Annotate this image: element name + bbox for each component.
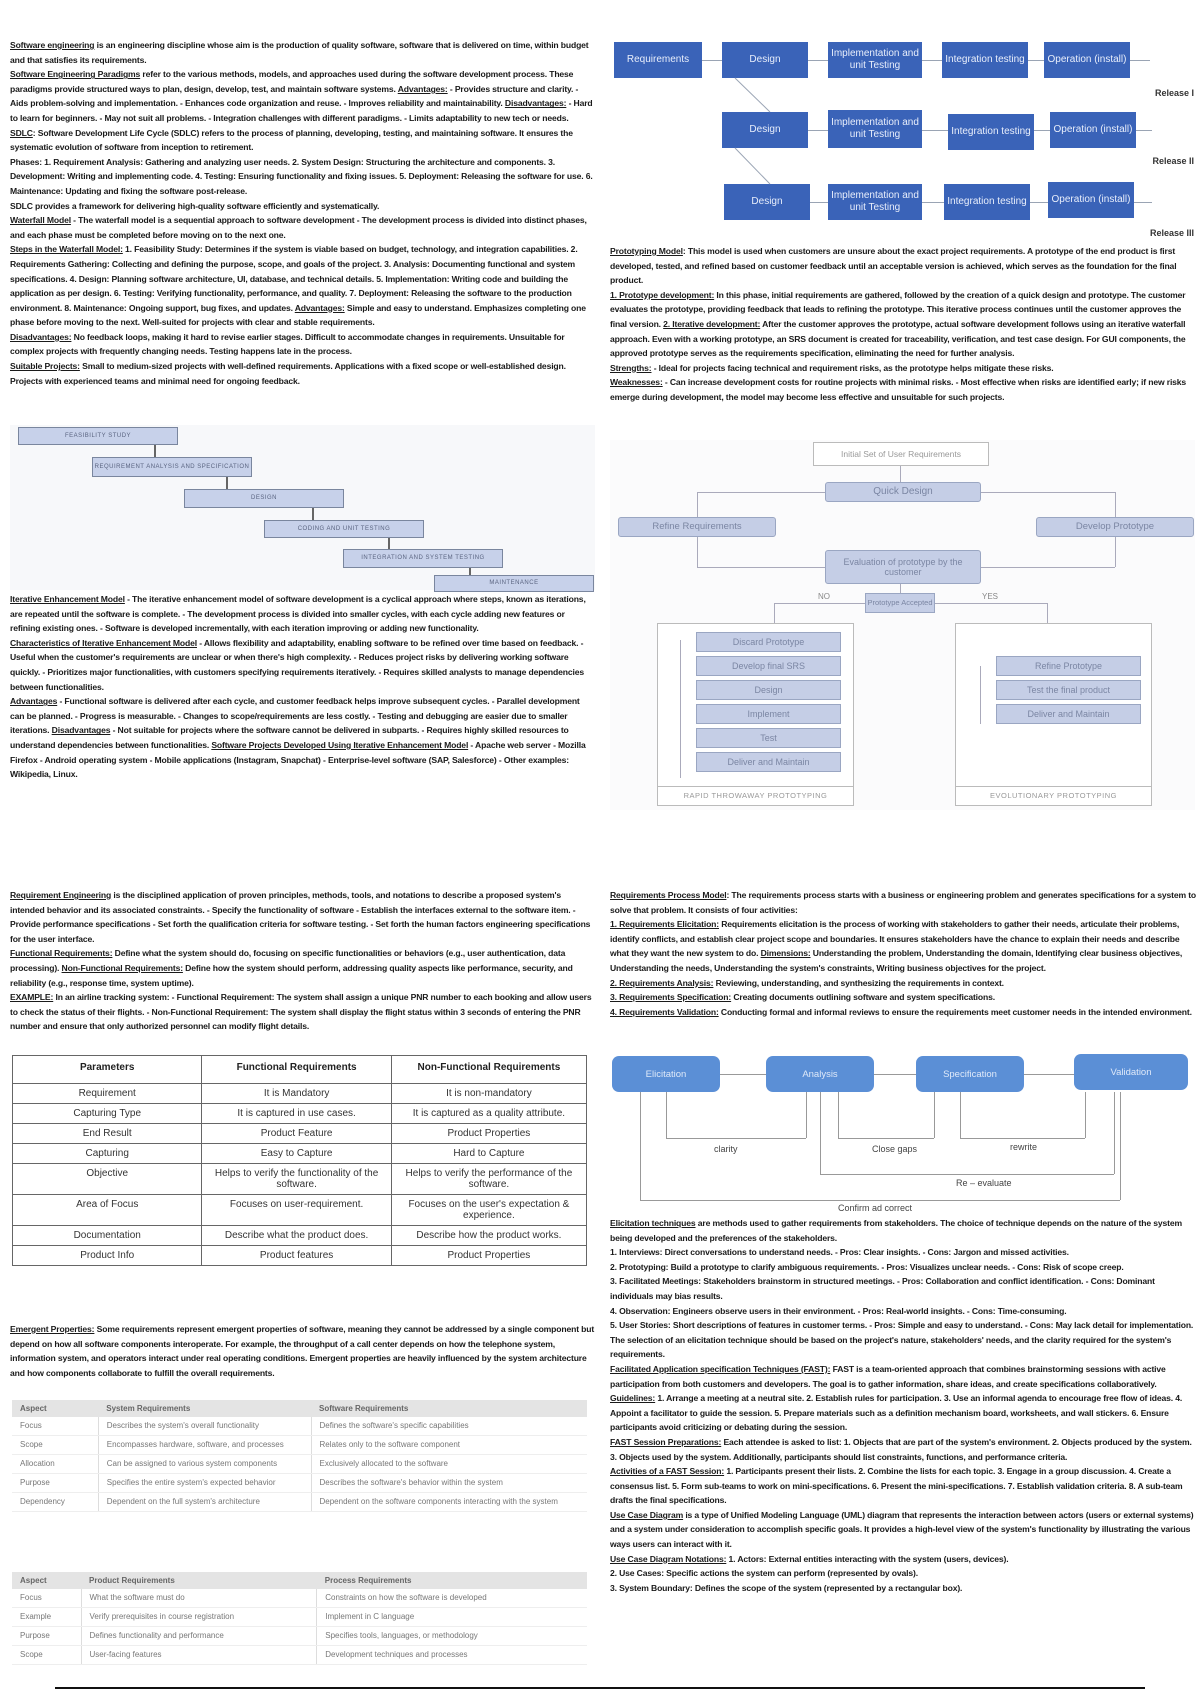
pd-left-step: Deliver and Maintain <box>696 752 841 772</box>
product-vs-process-table <box>12 1572 587 1665</box>
prototyping-intro: Prototyping Model: This model is used when customers are unsure about the exact project requirements. A prototype of the end product is first developed, tested, and refined based on customer feedback until an acceptable version is achieved, which serves as the foundation for the final product. <box>610 246 1177 286</box>
table-cell: It is Mandatory <box>202 1084 391 1104</box>
prototype-flow-diagram <box>610 440 1195 810</box>
req-validation: 4. Requirements Validation: Conducting formal and informal reviews to ensure the requirements meet customer needs in the intended environment. <box>610 1006 1192 1017</box>
table-cell: Helps to verify the functionality of the software. <box>202 1164 391 1195</box>
table-cell: Specifies tools, languages, or methodology <box>317 1627 587 1646</box>
table-row <box>13 1246 587 1266</box>
paradigms-paragraph: Software Engineering Paradigms refer to the various methods, models, and approaches used during the software development process. These paradigms provide structured ways to plan, design, develop, test, and maintain software systems. Advantages: - Provides structure and clarity. - Aids problem-solving and implementation. - Enhances code organization and reuse. - Improves reliability and maintainability. Disadvantages: - Hard to learn for beginners. - May not suit all problems. - Integration challenges with different paradigms. - Limits adaptability to new tech or needs. <box>10 69 593 123</box>
table-header: Parameters <box>13 1056 202 1084</box>
strengths: Strengths: - Ideal for projects facing technical and requirement risks, as the prototype helps mitigate these risks. <box>610 362 1054 373</box>
rp-loop-line <box>838 1138 934 1139</box>
table-cell: Encompasses hardware, software, and processes <box>98 1436 311 1455</box>
rp-label-confirm: Confirm ad correct <box>838 1203 913 1213</box>
table-header: Non-Functional Requirements <box>391 1056 586 1084</box>
pd-refine-requirements: Refine Requirements <box>618 517 776 537</box>
pd-throwaway-label: RAPID THROWAWAY PROTOTYPING <box>657 786 854 806</box>
wf-connector <box>154 445 156 457</box>
inc-box-requirements: Requirements <box>614 42 702 78</box>
sdlc-paragraph: SDLC: Software Development Life Cycle (SDLC) refers to the process of planning, developing, testing, and maintaining software. It ensures the systematic evolution of software from inception to retirement. <box>10 127 573 153</box>
table-cell: Product Info <box>13 1246 202 1266</box>
req-elicitation: 1. Requirements Elicitation: Requirements elicitation is the process of working with stakeholders to gather their needs, articulate their problems, identify conflicts, and establish clear project scope and boundaries. It ensures stakeholders have the chance to explain their needs and describe what they want the new system to do. Dimensions: Understanding the problem, Understanding the domain, Identifying clear business objectives, Understanding the needs, Understanding the system's constraints, Writing business objectives for the project. <box>610 919 1183 973</box>
wf-step-design: DESIGN <box>184 489 344 508</box>
elicitation-intro: Elicitation techniques are methods used to gather requirements from stakeholders. The choice of technique depends on the nature of the system being developed and the preferences of the stakeholders. <box>610 1218 1182 1243</box>
table-row <box>12 1436 587 1455</box>
elicitation-item: 1. Interviews: Direct conversations to understand needs. - Pros: Clear insights. - Cons: Jargon and missed activities. <box>610 1247 1069 1258</box>
pd-left-step: Test <box>696 728 841 748</box>
elicitation-item: 3. Facilitated Meetings: Stakeholders brainstorm in structured meetings. - Pros: Collaboration and conflict identification. - Cons: Dominant individuals may bias results. <box>610 1276 1155 1301</box>
waterfall-steps-paragraph: Steps in the Waterfall Model: 1. Feasibility Study: Determines if the system is viable based on budget, technology, and integration capabilities. 2. Requirements Gathering: Collecting and defining the purpose, scope, and goals of the project. 3. Analysis: Documenting functional and system specifications. 4. Design: Planning software architecture, UI, database, and technical details. 5. Implementation: Writing code and building the application as per design. 6. Testing: Verifying functionality, performance, and quality. 7. Deployment: Releasing the software to the production environment. 8. Maintenance: Ongoing support, bug fixes, and updates. Advantages: Simple and easy to understand. Emphasizes completing one phase before moving to the next. Well-suited for projects with clear and stable requirements. <box>10 244 586 328</box>
table-cell: End Result <box>13 1124 202 1144</box>
table-cell: Constraints on how the software is developed <box>317 1589 587 1608</box>
table-header: Product Requirements <box>81 1572 317 1589</box>
bottom-divider <box>55 1687 1145 1689</box>
table-cell: It is captured in use cases. <box>202 1104 391 1124</box>
pd-feedback-line <box>980 666 981 724</box>
inc-box-design: Design <box>724 184 810 220</box>
rp-arrow <box>1024 1074 1074 1075</box>
table-row <box>12 1608 587 1627</box>
table-cell: Product Properties <box>391 1246 586 1266</box>
incremental-model-diagram <box>610 38 1200 238</box>
system-vs-software-table <box>12 1400 587 1512</box>
table-cell: Product Feature <box>202 1124 391 1144</box>
req-process-text-block <box>610 888 1198 1019</box>
table-row <box>12 1493 587 1512</box>
advantages-heading: Advantages: <box>397 83 448 94</box>
rp-loop-line <box>1085 1092 1086 1138</box>
rp-loop-line <box>838 1092 839 1138</box>
req-eng-text-block <box>10 888 595 1034</box>
table-cell: What the software must do <box>81 1589 317 1608</box>
table-header: Process Requirements <box>317 1572 587 1589</box>
table-cell: Can be assigned to various system components <box>98 1455 311 1474</box>
sdlc-heading: SDLC <box>10 127 33 138</box>
functional-requirements-text: Functional Requirements: Define what the system should do, focusing on specific functionalities or behaviors (e.g., user authentication, data processing). Non-Functional Requirements: Define how the system should perform, addressing quality aspects like performance, security, and reliability (e.g., response time, system uptime). <box>10 948 573 988</box>
rp-arrow <box>720 1074 766 1075</box>
elicitation-heading: Elicitation techniques <box>610 1218 696 1228</box>
wf-step-feasibility: FEASIBILITY STUDY <box>18 427 178 445</box>
table-cell: Documentation <box>13 1226 202 1246</box>
table-cell: Capturing <box>13 1144 202 1164</box>
rp-loop-line <box>666 1092 667 1138</box>
table-cell: Scope <box>12 1436 98 1455</box>
table-header: Functional Requirements <box>202 1056 391 1084</box>
pd-line <box>697 492 825 493</box>
prototyping-heading: Prototyping Model <box>610 246 683 256</box>
prototype-development: 1. Prototype development: In this phase, initial requirements are gathered, followed by the creation of a quick design and prototype. The customer evaluates the prototype, providing feedback that leads to refining the prototype. This iterative process continues until the customer approves the final version. 2. Iterative development: After the customer approves the prototype, actual software development follows using an iterative waterfall approach. Even with a working prototype, an SRS document is created for traceability, verification, and test case design. For GUI components, the approved prototype serves as the requirements specification, eliminating the need for further analysis. <box>610 289 1186 359</box>
pd-right-step: Refine Prototype <box>996 656 1141 676</box>
inc-box-operation: Operation (install) <box>1050 112 1136 148</box>
rp-loop-line <box>934 1092 935 1138</box>
wf-connector <box>312 508 314 520</box>
table-cell: Dependency <box>12 1493 98 1512</box>
table-cell: Capturing Type <box>13 1104 202 1124</box>
pd-evaluation: Evaluation of prototype by the customer <box>825 550 981 584</box>
rp-loop-line <box>960 1138 1085 1139</box>
rp-loop-line <box>640 1092 641 1200</box>
table-cell: Focus <box>12 1589 81 1608</box>
table-row <box>13 1164 587 1195</box>
inc-box-implementation: Implementation and unit Testing <box>828 184 922 220</box>
rp-loop-line <box>806 1092 807 1138</box>
waterfall-paragraph: Waterfall Model - The waterfall model is a sequential approach to software development - The development process is divided into distinct phases, and each phase must be completed before moving on to the next one. <box>10 215 587 240</box>
table-cell: Development techniques and processes <box>317 1646 587 1665</box>
inc-box-implementation: Implementation and unit Testing <box>828 42 922 78</box>
pd-line <box>697 492 698 517</box>
waterfall-heading: Waterfall Model <box>10 215 71 226</box>
pd-left-step: Design <box>696 680 841 700</box>
table-header-row <box>12 1572 587 1589</box>
sw-eng-heading: Software engineering <box>10 40 95 50</box>
elicitation-item: 4. Observation: Engineers observe users in their environment. - Pros: Real-world insights. - Cons: Time-consuming. <box>610 1305 1067 1316</box>
table-row <box>12 1455 587 1474</box>
table-cell: Objective <box>13 1164 202 1195</box>
table-row <box>13 1144 587 1164</box>
pd-line <box>774 603 775 623</box>
wf-step-maintenance: MAINTENANCE <box>434 575 594 592</box>
pd-left-step: Implement <box>696 704 841 724</box>
paradigms-heading: Software Engineering Paradigms <box>10 69 141 80</box>
req-analysis: 2. Requirements Analysis: Reviewing, understanding, and synthesizing the requirements in context. <box>610 977 1004 988</box>
rp-loop-line <box>820 1174 1114 1175</box>
iterative-text-block <box>10 592 595 782</box>
prototyping-text-block <box>610 244 1198 405</box>
pd-left-step: Develop final SRS <box>696 656 841 676</box>
table-cell: Exclusively allocated to the software <box>311 1455 587 1474</box>
table-cell: Dependent on the full system's architecture <box>98 1493 311 1512</box>
pd-feedback-line <box>680 640 681 778</box>
table-row <box>12 1589 587 1608</box>
elicitation-item: 2. Prototyping: Build a prototype to clarify ambiguous requirements. - Pros: Visualizes unclear needs. - Cons: Risk of scope creep. <box>610 1261 1124 1272</box>
table-cell: Easy to Capture <box>202 1144 391 1164</box>
elicitation-text-block <box>610 1216 1198 1595</box>
table-row <box>13 1104 587 1124</box>
example-text: EXAMPLE: In an airline tracking system: - Functional Requirement: The system shall assign a unique PNR number to each booking and allow users to check the status of their flights. - Non-Functional Requirement: The system shall display the flight status within 3 seconds of entering the PNR number and ensure that only authorized personnel can modify flight details. <box>10 992 592 1032</box>
table-row <box>13 1195 587 1226</box>
rp-box-validation: Validation <box>1074 1054 1188 1090</box>
pd-line <box>1115 537 1116 567</box>
rp-label-rewrite: rewrite <box>1010 1142 1038 1152</box>
req-process-intro: Requirements Process Model: The requirements process starts with a business or engineering problem and generates specifications for a system to solve that problem. It consists of four activities: <box>610 890 1197 915</box>
table-cell: Describe what the product does. <box>202 1226 391 1246</box>
table-header-row <box>12 1400 587 1417</box>
rp-loop-line <box>820 1092 821 1174</box>
rp-loop-line <box>640 1200 1120 1201</box>
fast-heading: Facilitated Application specification Techniques (FAST): <box>610 1363 831 1374</box>
iterative-intro: Iterative Enhancement Model - The iterative enhancement model of software development is a cyclical approach where steps, known as iterations, are repeated until the software is complete. - The development process is divided into smaller cycles, with each cycle adding new features or refining existing ones. - Software is developed incrementally, with each iteration improving or adding new functionality. <box>10 594 586 634</box>
table-row <box>12 1417 587 1436</box>
req-eng-intro: Requirement Engineering is the disciplined application of proven principles, methods, tools, and notations to describe a proposed system's intended behavior and its associated constraints. - Specify the functionality of software - Establish the interfaces external to the software item. - Provide performance specifications - Set forth the qualification criteria for software testing. - Set forth the human factors engineering specifications for the user interface. <box>10 890 591 944</box>
table-row <box>12 1474 587 1493</box>
table-cell: Helps to verify the performance of the software. <box>391 1164 586 1195</box>
elicitation-item: 5. User Stories: Short descriptions of features in customer terms. - Pros: Simple and easy to understand. - Cons: May lack detail for implementation. <box>610 1320 1194 1331</box>
pd-prototype-accepted: Prototype Accepted <box>865 593 935 613</box>
table-cell: Relates only to the software component <box>311 1436 587 1455</box>
release-label: Release I <box>1154 88 1194 98</box>
table-header: Aspect <box>12 1572 81 1589</box>
pd-develop-prototype: Develop Prototype <box>1036 517 1194 537</box>
pd-evolutionary-label: EVOLUTIONARY PROTOTYPING <box>955 786 1152 806</box>
table-cell: It is non-mandatory <box>391 1084 586 1104</box>
table-row <box>13 1124 587 1144</box>
usecase-notations: Use Case Diagram Notations: 1. Actors: External entities interacting with the system (users, devices). <box>610 1553 1009 1564</box>
functional-vs-nonfunctional-table <box>12 1055 587 1266</box>
fast-activities: Activities of a FAST Session: 1. Participants present their lists. 2. Combine the lists for each topic. 3. Engage in a group discussion. 4. Create a consensus list. 5. Form sub-teams to work on mini-specifications. 6. Present the mini-specifications. 7. Establish validation criteria. 8. A sub-team drafts the final specifications. <box>610 1466 1183 1506</box>
table-cell: Focuses on the user's expectation & experience. <box>391 1195 586 1226</box>
pd-no-label: NO <box>818 592 830 601</box>
usecase-notation-item: 2. Use Cases: Specific actions the system can perform (represented by ovals). <box>610 1568 918 1579</box>
pd-line <box>774 603 865 604</box>
emergent-properties-text: Emergent Properties: Some requirements represent emergent properties of software, meaning they cannot be addressed by a single component but depend on how all software components interoperate. For example, the throughput of a call center depends on how the telephone system, information system, and operators interact under real operating conditions. Emergent properties are heavily influenced by the system architecture and how components collaborate to fulfill the overall requirements. <box>10 1324 595 1378</box>
table-header-row <box>13 1056 587 1084</box>
waterfall-steps-heading: Steps in the Waterfall Model: <box>10 244 123 255</box>
wf-connector <box>226 477 228 489</box>
waterfall-disadvantages: Disadvantages: No feedback loops, making it hard to revise earlier stages. Difficult to accommodate changes in requirements. Unsuitable for complex projects with frequently changing needs. Testing happens late in the process. <box>10 331 565 357</box>
pd-yes-label: YES <box>982 592 999 601</box>
table-row <box>13 1226 587 1246</box>
table-cell: Focuses on user-requirement. <box>202 1195 391 1226</box>
table-cell: Product features <box>202 1246 391 1266</box>
wf-step-coding: CODING AND UNIT TESTING <box>264 520 424 538</box>
rp-arrow <box>874 1074 916 1075</box>
sw-eng-paragraph: Software engineering is an engineering discipline whose aim is the production of quality software, software that is delivered on time, within budget and that satisfies its requirements. <box>10 40 589 65</box>
pd-line <box>1047 603 1048 623</box>
rp-loop-line <box>1120 1092 1121 1200</box>
pd-line <box>981 567 1115 568</box>
table-cell: Describe how the product works. <box>391 1226 586 1246</box>
pd-line <box>1115 492 1116 517</box>
rp-box-elicitation: Elicitation <box>612 1056 720 1092</box>
usecase-heading: Use Case Diagram <box>610 1509 684 1520</box>
weaknesses: Weaknesses: - Can increase development costs for routine projects with minimal risks. - Most effective when risks are identified early; if new risks emerge during development, the model may become less effective and unsuitable for such projects. <box>610 377 1187 402</box>
inc-box-design: Design <box>722 42 808 78</box>
wf-step-integration: INTEGRATION AND SYSTEM TESTING <box>343 549 503 568</box>
table-cell: Describes the system's overall functionality <box>98 1417 311 1436</box>
inc-box-operation: Operation (install) <box>1048 182 1134 218</box>
pd-line <box>981 492 1115 493</box>
inc-box-implementation: Implementation and unit Testing <box>828 110 922 148</box>
pd-quick-design: Quick Design <box>825 482 981 502</box>
inc-box-operation: Operation (install) <box>1044 42 1130 78</box>
inc-box-integration: Integration testing <box>942 42 1028 78</box>
table-header: Aspect <box>12 1400 98 1417</box>
table-cell: Purpose <box>12 1627 81 1646</box>
pd-initial-requirements: Initial Set of User Requirements <box>813 442 989 466</box>
table-cell: Focus <box>12 1417 98 1436</box>
iterative-heading: Iterative Enhancement Model <box>10 594 125 604</box>
table-cell: Requirement <box>13 1084 202 1104</box>
rp-box-analysis: Analysis <box>766 1056 874 1092</box>
release-label: Release III <box>1149 228 1194 238</box>
pd-line <box>935 603 1047 604</box>
table-cell: Hard to Capture <box>391 1144 586 1164</box>
phases-paragraph: Phases: 1. Requirement Analysis: Gathering and analyzing user needs. 2. System Design: Structuring the architecture and components. 3. Development: Writing and implementing code. 4. Testing: Ensuring functionality and fixing issues. 5. Deployment: Releasing the software for use. 6. Maintenance: Updating and fixing the software post-release. <box>10 156 593 196</box>
rp-loop-line <box>666 1138 806 1139</box>
table-cell: Area of Focus <box>13 1195 202 1226</box>
disadvantages-heading: Disadvantages: <box>504 98 567 109</box>
table-cell: Describes the software's behavior within the system <box>311 1474 587 1493</box>
req-specification: 3. Requirements Specification: Creating documents outlining software and system specifications. <box>610 992 995 1003</box>
table-cell: Example <box>12 1608 81 1627</box>
diagonal-connectors <box>610 38 1200 238</box>
rp-label-re-evaluate: Re – evaluate <box>956 1178 1012 1188</box>
rp-loop-line <box>960 1092 961 1138</box>
wf-step-requirement: REQUIREMENT ANALYSIS AND SPECIFICATION <box>92 457 252 477</box>
rp-label-close-gaps: Close gaps <box>872 1144 918 1154</box>
req-process-heading: Requirements Process Model <box>610 890 727 900</box>
inc-box-integration: Integration testing <box>944 184 1030 220</box>
fast-preparations: FAST Session Preparations: Each attendee is asked to list: 1. Objects that are part of the system's environment. 2. Objects produced by the system. 3. Objects used by the system. Additionally, participants should list constraints, functions, and performance criteria. <box>610 1436 1192 1462</box>
table-cell: Purpose <box>12 1474 98 1493</box>
fast-guidelines: Guidelines: 1. Arrange a meeting at a neutral site. 2. Establish rules for participation. 3. Use an informal agenda to encourage free flow of ideas. 4. Appoint a facilitator to guide the session. 5. Prepare materials such as a definition mechanism board, worksheets, and wall stickers. 6. Ensure participants avoid criticizing or debating during the session. <box>610 1393 1183 1433</box>
pd-right-step: Test the final product <box>996 680 1141 700</box>
table-cell: Verify prerequisites in course registration <box>81 1608 317 1627</box>
iterative-characteristics: Characteristics of Iterative Enhancement Model - Allows flexibility and adaptability, enabling software to be refined over time based on feedback. - Useful when the customer's requirements are unclear or when there's high complexity. - Reduces project risks by delivering working software quickly. - Prioritizes major functionalities, with customers specifying requirements iteratively. - Requires skilled analysts to manage dependencies between functionalities. <box>10 637 584 692</box>
rp-box-specification: Specification <box>916 1056 1024 1092</box>
intro-text-block <box>10 38 595 388</box>
elicitation-selection: The selection of an elicitation technique should be based on the project's nature, stakeholders' needs, and the clarity required for the system's requirements. <box>610 1334 1172 1360</box>
table-header: System Requirements <box>98 1400 311 1417</box>
table-header: Software Requirements <box>311 1400 587 1417</box>
rp-loop-line <box>1114 1092 1115 1174</box>
pd-right-step: Deliver and Maintain <box>996 704 1141 724</box>
table-row <box>12 1646 587 1665</box>
table-cell: Product Properties <box>391 1124 586 1144</box>
table-cell: Implement in C language <box>317 1608 587 1627</box>
table-cell: User-facing features <box>81 1646 317 1665</box>
table-cell: Dependent on the software components interacting with the system <box>311 1493 587 1512</box>
inc-box-integration: Integration testing <box>948 114 1034 150</box>
release-label: Release II <box>1152 156 1194 166</box>
table-cell: Allocation <box>12 1455 98 1474</box>
requirements-process-diagram <box>610 1052 1200 1202</box>
pd-line <box>900 466 901 482</box>
waterfall-diagram <box>10 425 595 590</box>
iterative-advantages: Advantages - Functional software is delivered after each cycle, and customer feedback helps improve subsequent cycles. - Parallel development can be planned. - Progress is measurable. - Changes to scope/requirements are less costly. - Testing and debugging are easier due to smaller iterations. Disadvantages - Not suitable for projects where the software cannot be delivered in subparts. - Requires highly skilled resources to understand dependencies between functionalities. Software Projects Developed Using Iterative Enhancement Model - Apache web server - Mozilla Firefox - Android operating system - Mobile applications (Instagram, Snapchat) - Enterprise-level software (SAP, Salesforce) - Other examples: Wikipedia, Linux. <box>10 696 586 780</box>
fast-intro: Facilitated Application specification Techniques (FAST): FAST is a team-oriented approach that combines brainstorming sessions with active participation from both customers and developers. The goal is to gather information, share ideas, and create specifications collaboratively. <box>610 1363 1166 1389</box>
req-eng-heading: Requirement Engineering <box>10 890 112 900</box>
table-row <box>13 1084 587 1104</box>
rp-label-clarity: clarity <box>714 1144 738 1154</box>
table-cell: Defines the software's specific capabilities <box>311 1417 587 1436</box>
sdlc-framework-line: SDLC provides a framework for delivering high-quality software efficiently and systematically. <box>10 200 380 211</box>
usecase-notation-item: 3. System Boundary: Defines the scope of the system (represented by a rectangular box). <box>610 1582 963 1593</box>
table-row <box>12 1627 587 1646</box>
table-cell: It is captured as a quality attribute. <box>391 1104 586 1124</box>
emergent-heading: Emergent Properties: <box>10 1324 95 1334</box>
pd-line <box>697 537 698 567</box>
pd-line <box>697 567 825 568</box>
table-cell: Scope <box>12 1646 81 1665</box>
usecase-intro: Use Case Diagram is a type of Unified Modeling Language (UML) diagram that represents the interaction between actors (users or external systems) and a system under consideration to accomplish specific goals. It provides a high-level view of the system's functionality by illustrating the various ways users can interact with it. <box>610 1509 1194 1550</box>
pd-left-step: Discard Prototype <box>696 632 841 652</box>
inc-box-design: Design <box>722 112 808 148</box>
table-cell: Specifies the entire system's expected behavior <box>98 1474 311 1493</box>
table-cell: Defines functionality and performance <box>81 1627 317 1646</box>
suitable-projects: Suitable Projects: Small to medium-sized projects with well-defined requirements. Applications with a fixed scope or well-established design. Projects with experienced teams and minimal need for ongoing feedback. <box>10 361 566 386</box>
